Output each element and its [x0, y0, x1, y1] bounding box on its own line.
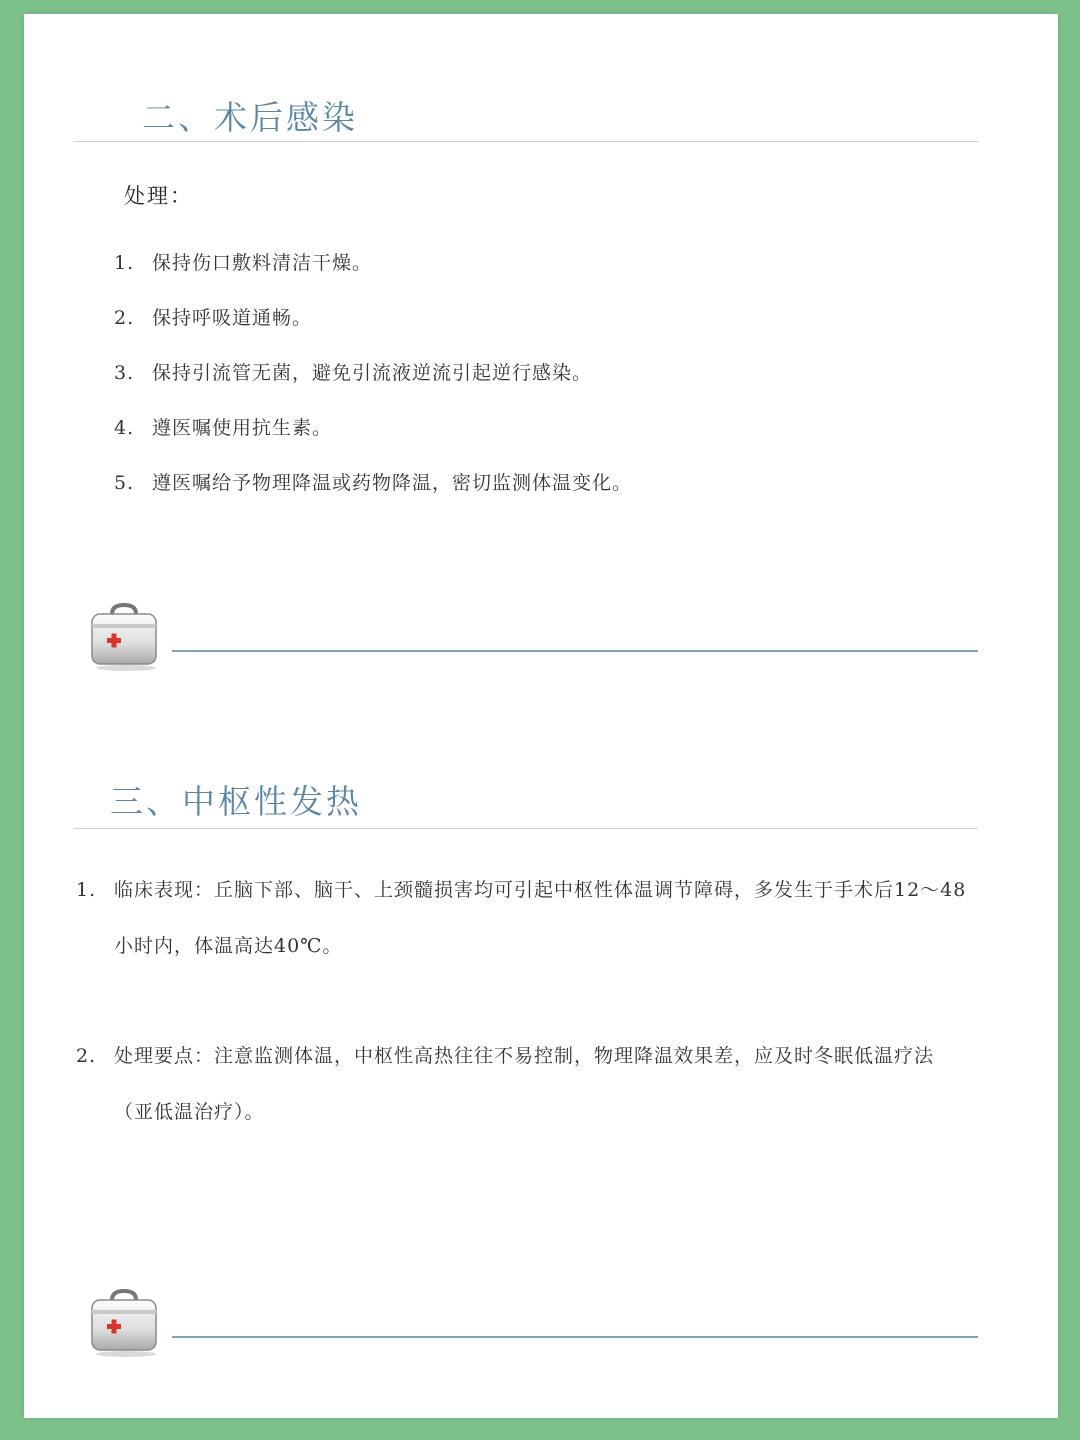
treatment-points-paragraph: 2. 处理要点：注意监测体温，中枢性高热往往不易控制，物理降温效果差，应及时冬眠低温疗法 （亚低温治疗）。	[76, 1045, 935, 1123]
list-item: 4. 遵医嘱使用抗生素。	[114, 417, 333, 439]
list-item: 1. 保持伤口敷料清洁干燥。	[114, 252, 373, 274]
first-aid-kit-icon	[86, 1286, 162, 1358]
list-item: 2. 保持呼吸道通畅。	[114, 307, 313, 329]
section-divider	[172, 650, 978, 652]
document-page	[24, 14, 1058, 1418]
clinical-manifestation-paragraph: 1. 临床表现：丘脑下部、脑干、上颈髓损害均可引起中枢性体温调节障碍，多发生于手术后12～48 小时内，体温高达40℃。	[76, 879, 967, 957]
treatment-label: 处理：	[124, 184, 193, 208]
section-title-postop-infection: 二、术后感染	[142, 98, 358, 137]
title-rule	[74, 828, 978, 829]
section-title-central-fever: 三、中枢性发热	[110, 782, 362, 821]
first-aid-kit-icon	[86, 600, 162, 672]
list-item: 5. 遵医嘱给予物理降温或药物降温，密切监测体温变化。	[114, 472, 633, 494]
title-rule	[74, 141, 978, 142]
section-divider	[172, 1336, 978, 1338]
list-item: 3. 保持引流管无菌，避免引流液逆流引起逆行感染。	[114, 362, 593, 384]
